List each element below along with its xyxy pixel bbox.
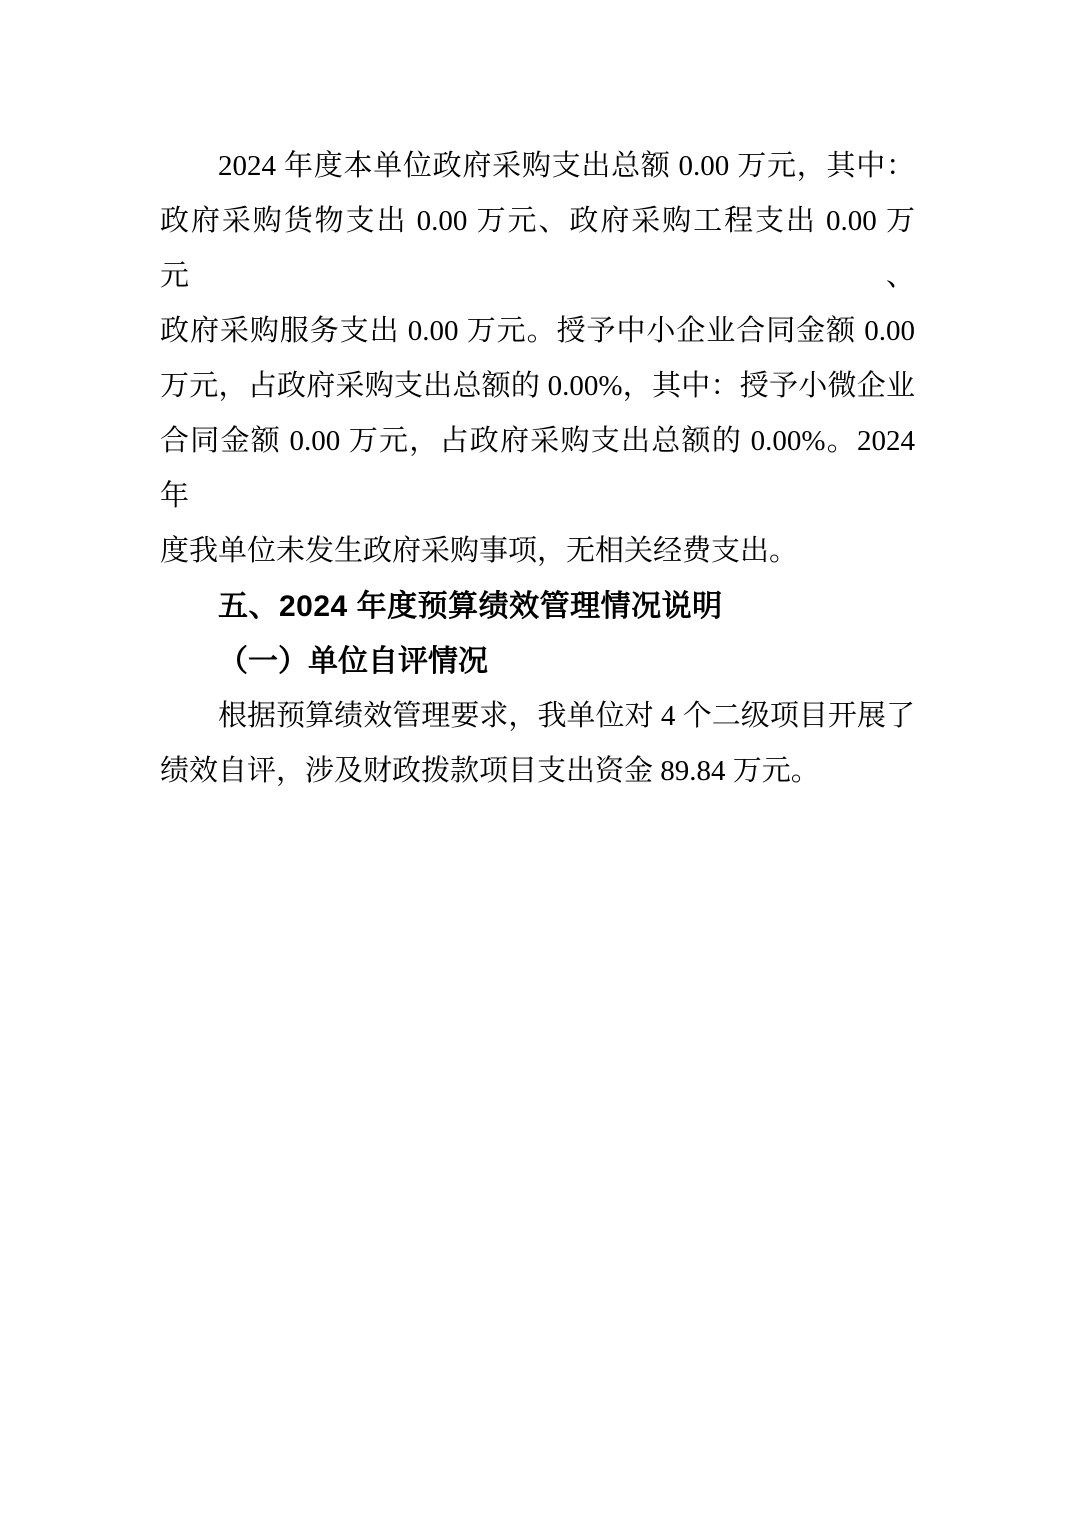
text-line: 政府采购服务支出 0.00 万元。授予中小企业合同金额 0.00 [160,315,915,347]
subsection-heading-unit-self-evaluation: （一）单位自评情况 [218,645,488,678]
text-line: 绩效自评，涉及财政拨款项目支出资金 89.84 万元。 [160,755,820,787]
text-line: 度我单位未发生政府采购事项，无相关经费支出。 [160,535,799,567]
document-content [160,139,915,799]
text-line: 根据预算绩效管理要求，我单位对 4 个二级项目开展了 [218,700,915,732]
text-line: 政府采购货物支出 0.00 万元、政府采购工程支出 0.00 万元、 [160,205,915,292]
text-line: 2024 年度本单位政府采购支出总额 0.00 万元，其中： [218,150,915,182]
paragraph-self-evaluation [160,689,915,799]
text-line: 合同金额 0.00 万元，占政府采购支出总额的 0.00%。2024 年 [160,425,915,512]
section-heading-budget-performance: 五、2024 年度预算绩效管理情况说明 [218,590,723,623]
paragraph-government-procurement [160,139,915,579]
text-line: 万元，占政府采购支出总额的 0.00%，其中：授予小微企业 [160,370,915,402]
